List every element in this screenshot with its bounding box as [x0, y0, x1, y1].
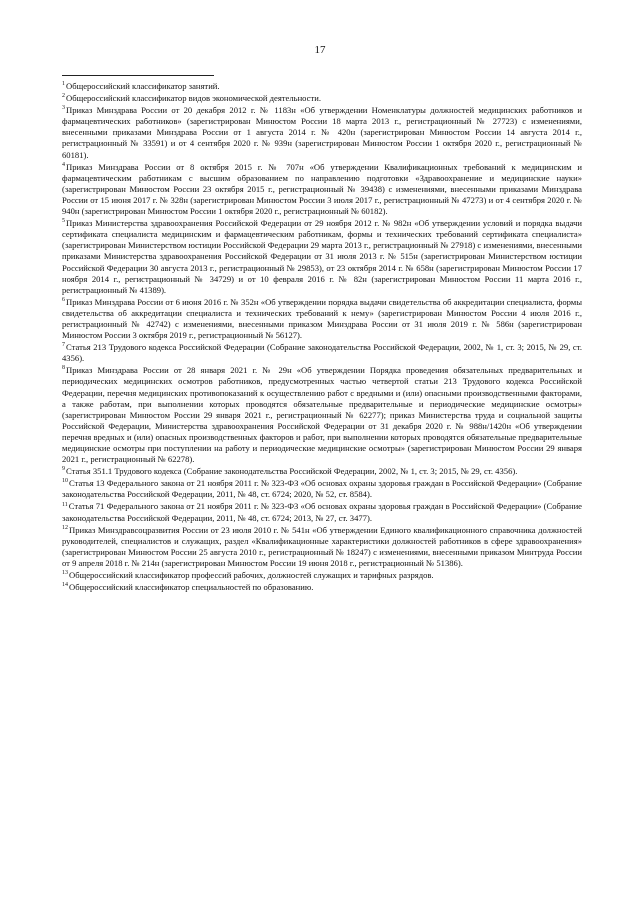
- footnote-text: Приказ Минздрава России от 20 декабря 2012 г. № 1183н «Об утверждении Номенклатуры должностей медицинских работников и фармацевтических работников» (зарегистрирован Минюстом России 18 марта 2013 г., регистрационный № 27723) с изменениями, внесенными приказами Минздрава России от 1 августа 2014 г. № 420н (зарегистрирован Минюстом России 14 августа 2014 г., регистрационный № 33591) и от 4 сентября 2020 г. № 939н (зарегистрирован Минюстом России 1 октября 2020 г., регистрационный № 60181).: [62, 105, 582, 160]
- footnote: [62, 365, 582, 465]
- footnote-number: 3: [62, 105, 65, 112]
- footnote: [62, 570, 582, 581]
- footnote-text: Общероссийский классификатор специальностей по образованию.: [69, 582, 314, 593]
- footnote: [62, 342, 582, 364]
- footnotes-list: [62, 81, 582, 594]
- footnote-text: Приказ Минздравсоцразвития России от 23 июля 2010 г. № 541н «Об утверждении Единого квалификационного справочника должностей руководителей, специалистов и служащих, раздел «Квалификационные характеристики должностей работников в сфере здравоохранения» (зарегистрирован Минюстом России 25 августа 2010 г., регистрационный № 18247) с изменениями, внесенными приказом Минтруда России от 9 апреля 2018 г. № 214н (зарегистрирован Минюстом России 19 июня 2018 г., регистрационный № 51386).: [62, 524, 582, 568]
- footnote-number: 2: [62, 93, 65, 100]
- footnote: [62, 478, 582, 500]
- footnote-number: 10: [62, 478, 68, 485]
- footnote-number: 13: [62, 570, 68, 577]
- footnote-number: 5: [62, 218, 65, 225]
- footnote: [62, 93, 582, 104]
- footnote-text: Статья 13 Федерального закона от 21 ноября 2011 г. № 323-ФЗ «Об основах охраны здоровья граждан в Российской Федерации» (Собрание законодательства Российской Федерации, 2011, № 48, ст. 6724; 2020, № 52, ст. 8584).: [62, 478, 582, 500]
- footnote-number: 7: [62, 342, 65, 349]
- footnote: [62, 501, 582, 523]
- footnote-number: 4: [62, 161, 65, 168]
- footnote: [62, 525, 582, 569]
- footnote-number: 8: [62, 365, 65, 372]
- footnote-text: Статья 213 Трудового кодекса Российской Федерации (Собрание законодательства Российской Федерации, 2002, № 1, ст. 3; 2015, № 29, ст. 4356).: [62, 342, 582, 364]
- footnote-text: Приказ Минздрава России от 6 июня 2016 г. № 352н «Об утверждении порядка выдачи свидетельства об аккредитации специалиста, формы свидетельства об аккредитации специалиста и технических требований к нему» (зарегистрирован Минюстом России 4 июля 2016 г., регистрационный № 42742) с изменениями, внесенными приказом Минздрава России от 31 июля 2019 г. № 586н (зарегистрирован Минюстом России 3 октября 2019 г., регистрационный № 56127).: [62, 296, 582, 341]
- footnote-text: Общероссийский классификатор занятий.: [66, 81, 220, 91]
- footnote-separator: [62, 75, 214, 76]
- footnote-text: Статья 351.1 Трудового кодекса (Собрание законодательства Российской Федерации, 2002, № 1, ст. 3; 2015, № 29, ст. 4356).: [66, 466, 518, 477]
- footnote-number: 12: [62, 524, 68, 531]
- footnote: [62, 582, 582, 593]
- footnote-text: Приказ Министерства здравоохранения Российской Федерации от 29 ноября 2012 г. № 982н «Об утверждении условий и порядка выдачи сертификата специалиста медицинским и фармацевтическим работникам, формы и технических требований сертификата специалиста» (зарегистрирован Министерством юстиции Российской Федерации 29 марта 2013 г., регистрационный № 27918) с изменениями, внесенными приказами Министерства здравоохранения Российской Федерации от 31 июля 2013 г. № 515н (зарегистрирован Министерством юстиции Российской Федерации 30 августа 2013 г., регистрационный № 29853), от 23 октября 2014 г. № 658н (зарегистрирован Минюстом России 17 ноября 2014 г., регистрационный № 34729) и от 10 февраля 2016 г. № 82н (зарегистрирован Минюстом России 11 марта 2016 г., регистрационный № 41389).: [62, 218, 582, 295]
- footnote: [62, 105, 582, 160]
- footnote-text: Приказ Минздрава России от 28 января 2021 г. № 29н «Об утверждении Порядка проведения обязательных предварительных и периодических медицинских осмотров работников, предусмотренных частью четвертой статьи 213 Трудового кодекса Российской Федерации, перечня медицинских противопоказаний к осуществлению работ с вредными и (или) опасными производственными факторами, а также работам, при выполнении которых проводятся обязательные предварительные и периодические медицинские осмотры» (зарегистрирован Минюстом России 29 января 2021 г., регистрационный № 62277); приказ Министерства труда и социальной защиты Российской Федерации, Министерства здравоохранения Российской Федерации от 31 декабря 2020 г. № 988н/1420н «Об утверждении перечня вредных и (или) опасных производственных факторов и работ, при выполнении которых проводятся обязательные предварительные медицинские осмотры при поступлении на работу и периодические медицинские осмотры» (зарегистрирован Минюстом России 29 января 2021 г., регистрационный № 62278).: [62, 365, 582, 465]
- footnote-number: 1: [62, 81, 65, 88]
- footnote-text: Статья 71 Федерального закона от 21 ноября 2011 г. № 323-ФЗ «Об основах охраны здоровья граждан в Российской Федерации» (Собрание законодательства Российской Федерации, 2011, № 48, ст. 6724; 2013, № 27, ст. 3477).: [62, 501, 582, 523]
- footnote-number: 11: [62, 501, 68, 508]
- footnote-text: Приказ Минздрава России от 8 октября 2015 г. № 707н «Об утверждении Квалификационных требований к медицинским и фармацевтическим работникам с высшим образованием по направлению подготовки «Здравоохранение и медицинские науки» (зарегистрирован Минюстом России 23 октября 2015 г., регистрационный № 39438) с изменениями, внесенными приказами Минздрава России от 15 июня 2017 г. № 328н (зарегистрирован Минюстом России 3 июля 2017 г., регистрационный № 47273) и от 4 сентября 2020 г. № 940н (зарегистрирован Минюстом России 1 октября 2020 г., регистрационный № 60182).: [62, 161, 582, 217]
- footnote-number: 14: [62, 582, 68, 589]
- footnote: [62, 81, 582, 92]
- footnote-text: Общероссийский классификатор видов экономической деятельности.: [66, 93, 321, 104]
- footnote: [62, 218, 582, 296]
- footnote: [62, 162, 582, 217]
- footnote: [62, 466, 582, 477]
- page-number: 17: [314, 44, 326, 56]
- footnote-text: Общероссийский классификатор профессий рабочих, должностей служащих и тарифных разрядов.: [69, 570, 434, 581]
- footnote-number: 9: [62, 466, 65, 473]
- footnote: [62, 297, 582, 341]
- footnote-number: 6: [62, 296, 65, 303]
